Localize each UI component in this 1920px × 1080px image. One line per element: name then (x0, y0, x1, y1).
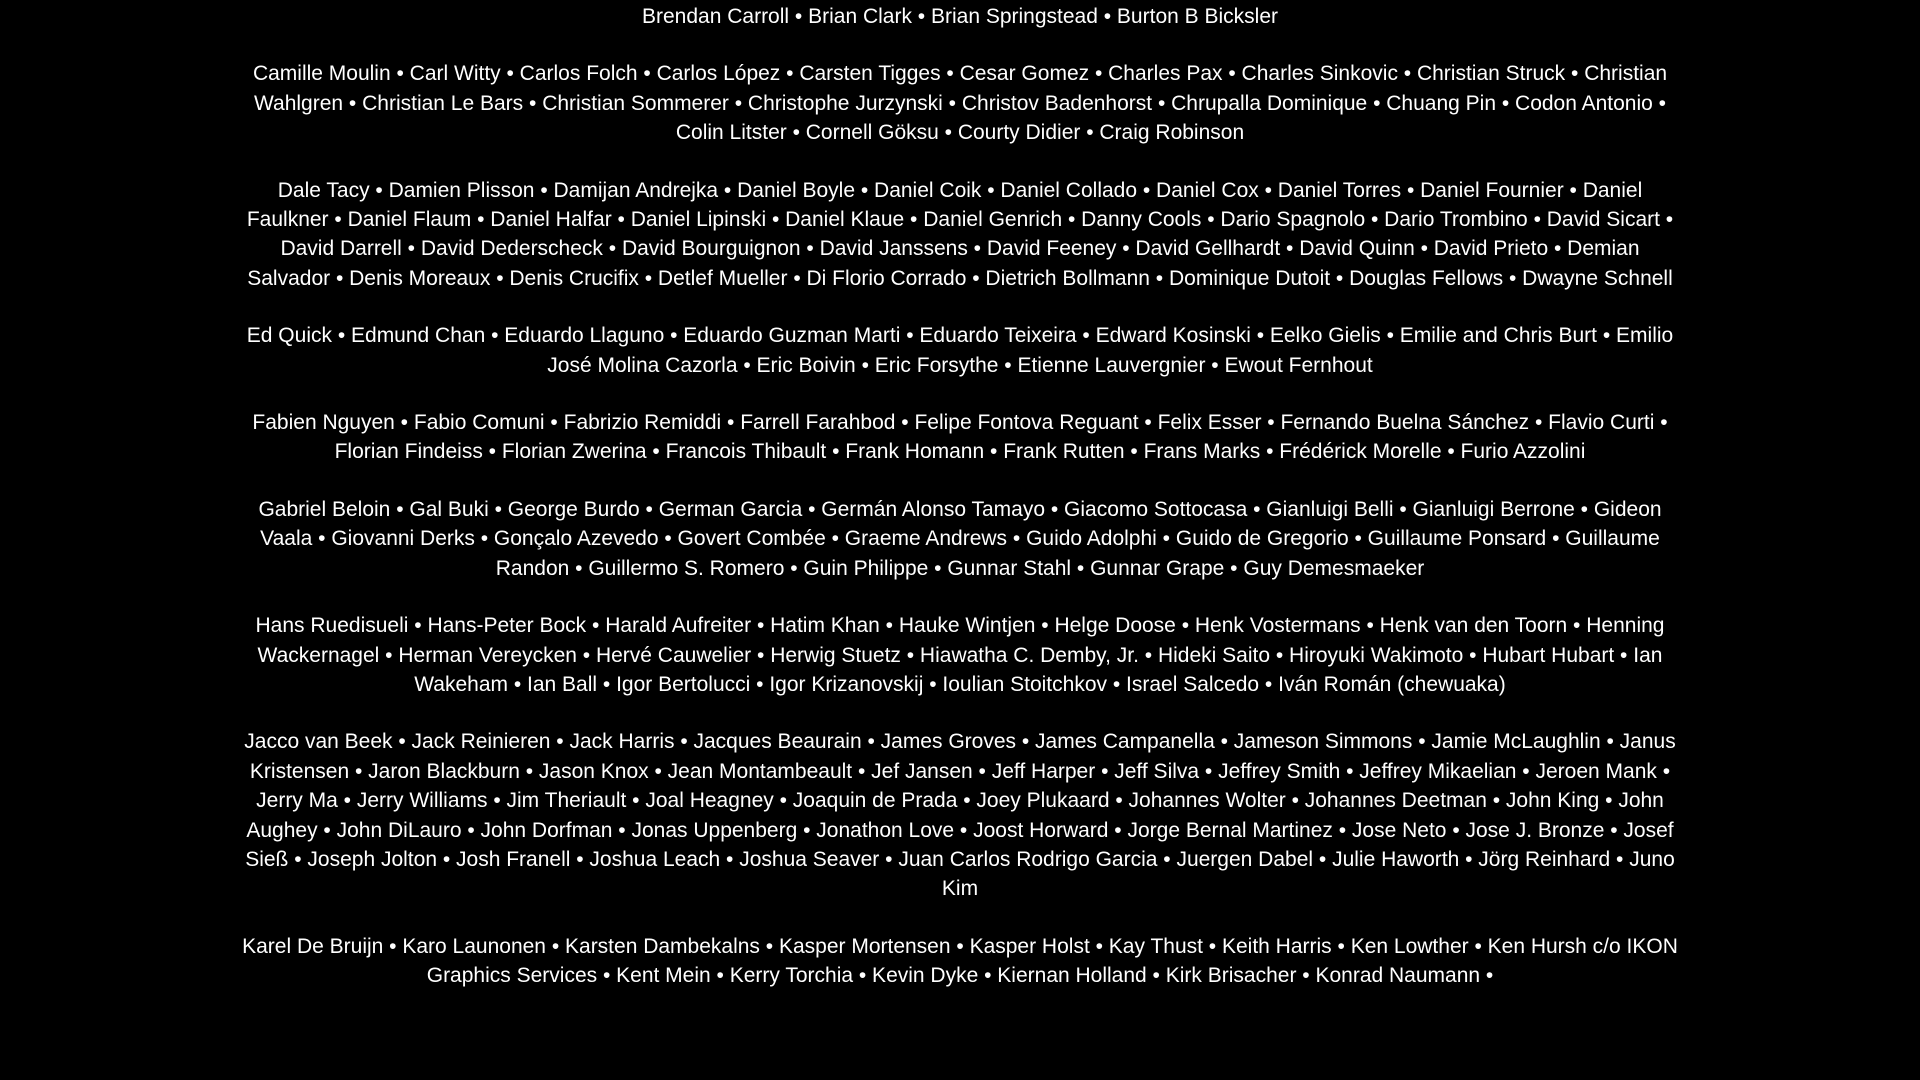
credits-groups (238, 2, 1682, 991)
credits-roll (238, 0, 1682, 991)
credits-group-k: Karel De Bruijn • Karo Launonen • Karsten Dambekalns • Kasper Mortensen • Kasper Holst • Kay Thust • Keith Harris • Ken Lowther • Ken Hursh c/o IKON Graphics Services • Kent Mein • Kerry Torchia • Kevin Dyke • Kiernan Holland • Kirk Brisacher • Konrad Naumann • (242, 934, 1678, 988)
credits-group-d: Dale Tacy • Damien Plisson • Damijan Andrejka • Daniel Boyle • Daniel Coik • Daniel Collado • Daniel Cox • Daniel Torres • Daniel Fournier • Daniel Faulkner • Daniel Flaum • Daniel Halfar • Daniel Lipinski • Daniel Klaue • Daniel Genrich • Danny Cools • Dario Spagnolo • Dario Trombino • David Sicart • David Darrell • David Dederscheck • David Bourguignon • David Janssens • David Feeney • David Gellhardt • David Quinn • David Prieto • Demian Salvador • Denis Moreaux • Denis Crucifix • Detlef Mueller • Di Florio Corrado • Dietrich Bollmann • Dominique Dutoit • Douglas Fellows • Dwayne Schnell (246, 178, 1674, 290)
credits-group-e: Ed Quick • Edmund Chan • Eduardo Llaguno • Eduardo Guzman Marti • Eduardo Teixeira • Edward Kosinski • Eelko Gielis • Emilie and Chris Burt • Emilio José Molina Cazorla • Eric Boivin • Eric Forsythe • Etienne Lauvergnier • Ewout Fernhout (246, 324, 1674, 377)
credits-group-c: Camille Moulin • Carl Witty • Carlos Folch • Carlos López • Carsten Tigges • Cesar Gomez • Charles Pax • Charles Sinkovic • Christian Struck • Christian Wahlgren • Christian Le Bars • Christian Sommerer • Christophe Jurzynski • Christov Badenhorst • Chrupalla Dominique • Chuang Pin • Codon Antonio • Colin Litster • Cornell Göksu • Courty Didier • Craig Robinson (252, 62, 1668, 145)
credits-group-j: Jacco van Beek • Jack Reinieren • Jack Harris • Jacques Beaurain • James Groves • James Campanella • Jameson Simmons • Jamie McLaughlin • Janus Kristensen • Jaron Blackburn • Jason Knox • Jean Montambeault • Jef Jansen • Jeff Harper • Jeff Silva • Jeffrey Smith • Jeffrey Mikaelian • Jeroen Mank • Jerry Ma • Jerry Williams • Jim Theriault • Joal Heagney • Joaquin de Prada • Joey Plukaard • Johannes Wolter • Johannes Deetman • John King • John Aughey • John DiLauro • John Dorfman • Jonas Uppenberg • Jonathon Love • Joost Horward • Jorge Bernal Martinez • Jose Neto • Jose J. Bronze • Josef Sieß • Joseph Jolton • Josh Franell • Joshua Leach • Joshua Seaver • Juan Carlos Rodrigo Garcia • Juergen Dabel • Julie Haworth • Jörg Reinhard • Juno Kim (244, 730, 1676, 901)
credits-group-b: Brendan Carroll • Brian Clark • Brian Springstead • Burton B Bicksler (642, 5, 1278, 28)
credits-group-g: Gabriel Beloin • Gal Buki • George Burdo • German Garcia • Germán Alonso Tamayo • Giacomo Sottocasa • Gianluigi Belli • Gianluigi Berrone • Gideon Vaala • Giovanni Derks • Gonçalo Azevedo • Govert Combée • Graeme Andrews • Guido Adolphi • Guido de Gregorio • Guillaume Ponsard • Guillaume Randon • Guillermo S. Romero • Guin Philippe • Gunnar Stahl • Gunnar Grape • Guy Demesmaeker (258, 497, 1662, 580)
credits-group-f: Fabien Nguyen • Fabio Comuni • Fabrizio Remiddi • Farrell Farahbod • Felipe Fontova Reguant • Felix Esser • Fernando Buelna Sánchez • Flavio Curti • Florian Findeiss • Florian Zwerina • Francois Thibault • Frank Homann • Frank Rutten • Frans Marks • Frédérick Morelle • Furio Azzolini (252, 411, 1668, 464)
credits-group-h-i: Hans Ruedisueli • Hans-Peter Bock • Harald Aufreiter • Hatim Khan • Hauke Wintjen • Helge Doose • Henk Vostermans • Henk van den Toorn • Henning Wackernagel • Herman Vereycken • Hervé Cauwelier • Herwig Stuetz • Hiawatha C. Demby, Jr. • Hideki Saito • Hiroyuki Wakimoto • Hubart Hubart • Ian Wakeham • Ian Ball • Igor Bertolucci • Igor Krizanovskij • Ioulian Stoitchkov • Israel Salcedo • Iván Román (chewuaka) (255, 614, 1665, 696)
